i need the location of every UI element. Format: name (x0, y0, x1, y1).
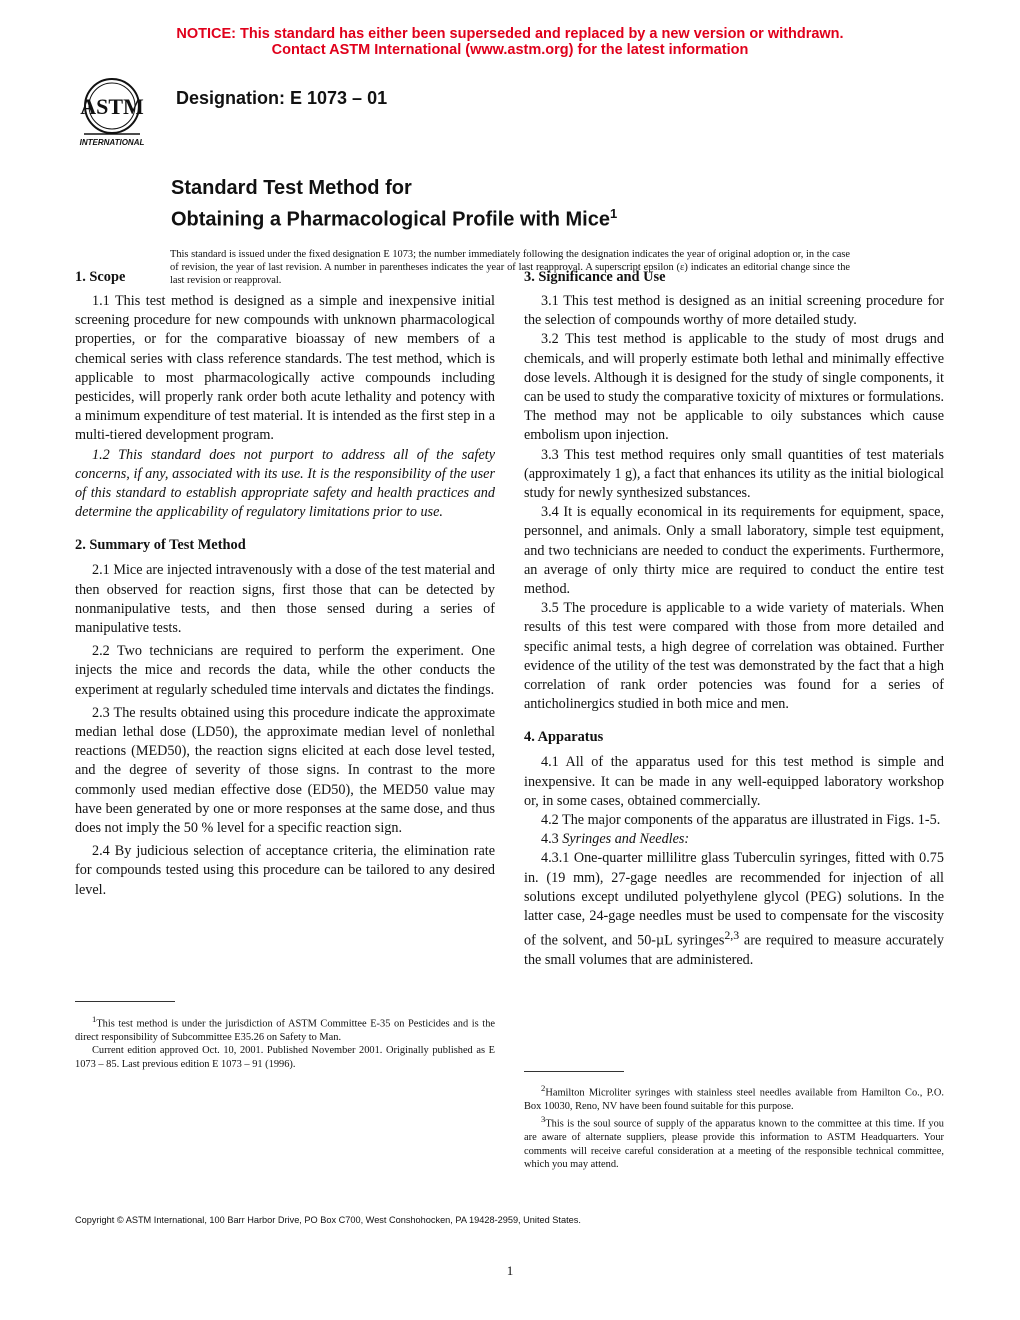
notice-line-1: NOTICE: This standard has either been superseded and replaced by a new version or withdrawn. (176, 26, 844, 42)
para-2-4: 2.4 By judicious selection of acceptance criteria, the elimination rate for compounds tested using this procedure can be tailored to any desired level. (75, 843, 495, 898)
section-3-heading: 3. Significance and Use (524, 269, 666, 285)
para-4-2: 4.2 The major components of the apparatus are illustrated in Figs. 1-5. (541, 812, 941, 829)
para-1-1: 1.1 This test method is designed as a simple and inexpensive initial screening procedure for new compounds with unknown pharmacological properties, or for the comparative bioassay of new members of a chemical series with class reference standards. The test method, which is applicable to most pharmacologically active compounds including pesticides, will properly rank order both acute lethality and potency with a minimum expenditure of test material. It is intended as the first step in a multi-tiered development program. (75, 293, 495, 444)
para-2-3: 2.3 The results obtained using this procedure indicate the approximate median lethal dose (LD50), the approximate median level of nonlethal reactions (MED50), the reaction signs elicited at each dose level tested, and the degree of severity of those signs. In contrast to the more commonly used median effective dose (ED50), the MED50 value may have been generated by one or more responses at the same dose, and thus does not imply the 50 % level for a specific reaction sign. (75, 704, 495, 837)
footnote-3: $^3$This is the soul source of supply of the apparatus known to the committee at this time. If you are aware of alternate suppliers, please provide this information to ASTM Headquarters. Your comments will receive careful consideration at a meeting of the responsible technical committee, which you may attend. (524, 1114, 944, 1171)
para-3-3: 3.3 This test method requires only small quantities of test materials (approximately 1 g), a fact that enhances its utility as the initial biological study for newly synthesized substances. (524, 446, 944, 502)
para-4-1: 4.1 All of the apparatus used for this test method is simple and inexpensive. It can be made in any well-equipped laboratory workshop or, in some cases, obtained commercially. (524, 754, 944, 809)
copyright-line: Copyright © ASTM International, 100 Barr Harbor Drive, PO Box C700, West Conshohocken, PA 19428-2959, United States. (75, 1215, 581, 1225)
footnote-rule-right (524, 1071, 624, 1072)
footnotes-left (75, 1013, 495, 1071)
notice-line-2: Contact ASTM International (www.astm.org) for the latest information (271, 42, 749, 58)
para-3-4: 3.4 It is equally economical in its requirements for equipment, space, personnel, and animals. Only a small laboratory, simple test equipment, and two technicians are needed to conduct the experiments. Furthermore, an average of only thirty mice are required to conduct the entire test method. (524, 504, 944, 598)
section-2-heading: 2. Summary of Test Method (75, 537, 246, 554)
svg-text:ASTM: ASTM (80, 94, 144, 119)
title-line-1: Standard Test Method for (171, 177, 412, 199)
title-line-2: Obtaining a Pharmacological Profile with Mice$^1$ (171, 206, 618, 231)
para-3-5: 3.5 The procedure is applicable to a wide variety of materials. When results of this test were compared with those from more detailed and specific animal tests, a high degree of correlation was obtained. Further evidence of the utility of the test was demonstrated by the fact that a high correlation of rank order potencies was found for a series of anticholinergics studied in both mice and men. (524, 600, 944, 713)
para-4-3: 4.3 Syringes and Needles: (541, 831, 690, 848)
footnotes-right (524, 1082, 944, 1172)
para-2-2: 2.2 Two technicians are required to perform the experiment. One injects the mice and records the data, while the other conducts the experiment at regularly scheduled time intervals and dictates the findings. (75, 643, 495, 698)
footnote-rule-left (75, 1001, 175, 1002)
svg-text:INTERNATIONAL: INTERNATIONAL (79, 138, 145, 147)
section-1-heading: 1. Scope (75, 269, 126, 285)
right-column (524, 268, 944, 970)
title-footnote-mark: 1 (609, 206, 618, 221)
designation: Designation: E 1073 – 01 (176, 88, 388, 108)
astm-logo-icon (66, 74, 162, 154)
footnote-1: $^1$This test method is under the jurisdiction of ASTM Committee E-35 on Pesticides and is the direct responsibility of Subcommittee E35.26 on Safety to Man. (75, 1014, 495, 1043)
notice-banner (0, 26, 1020, 58)
para-1-2: 1.2 This standard does not purport to address all of the safety concerns, if any, associated with its use. It is the responsibility of the user of this standard to establish appropriate safety and health practices and determine the applicability of regulatory limitations prior to use. (75, 446, 495, 521)
left-column (75, 268, 495, 900)
para-3-2: 3.2 This test method is applicable to the study of most drugs and chemicals, and will properly estimate both lethal and minimally effective dose levels. Although it is designed for the study of single components, it can be used to study the comparative toxicity of mixtures or formulations. The method may not be applicable to oily substances which cause embolism upon injection. (524, 331, 945, 444)
footnote-2: $^2$Hamilton Microliter syringes with stainless steel needles available from Hamilton Co., P.O. Box 10030, Reno, NV have been found suitable for this purpose. (524, 1083, 944, 1112)
issuance-note: This standard is issued under the fixed designation E 1073; the number immediately following the designation indicates the year of original adoption or, in the case of revision, the year of last revision. A number in parentheses indicates the year of last reapproval. A superscript epsilon (ε) indicates an editorial change since the last revision or reapproval. (170, 249, 850, 286)
page-number: 1 (506, 1263, 514, 1278)
section-4-heading: 4. Apparatus (524, 729, 604, 746)
footnote-ref-2-3: 2,3 (724, 928, 740, 943)
footnote-1-edition: Current edition approved Oct. 10, 2001. Published November 2001. Originally published as E 1073 – 85. Last previous edition E 1073 – 91 (1996). (75, 1045, 495, 1070)
document-title (171, 175, 617, 233)
para-2-1: 2.1 Mice are injected intravenously with a dose of the test material and then observed for reaction signs, first those that can be detected by nonmanipulative tests, and then those sensed during a series of manipulative tests. (75, 562, 495, 637)
para-3-1: 3.1 This test method is designed as an initial screening procedure for the selection of compounds worthy of more detailed study. (524, 293, 944, 329)
para-4-3-1: 4.3.1 One-quarter millilitre glass Tuberculin syringes, fitted with 0.75 in. (19 mm), 27-gage needles are recommended for injection of all solutions except undiluted polyethylene glycol (PEG) solutions. In the latter case, 24-gage needles must be used to compensate for the viscosity of the solvent, and 50-µL syringes$^{2,3}$ are required to measure accurately the small volumes that are administered. (524, 850, 944, 969)
